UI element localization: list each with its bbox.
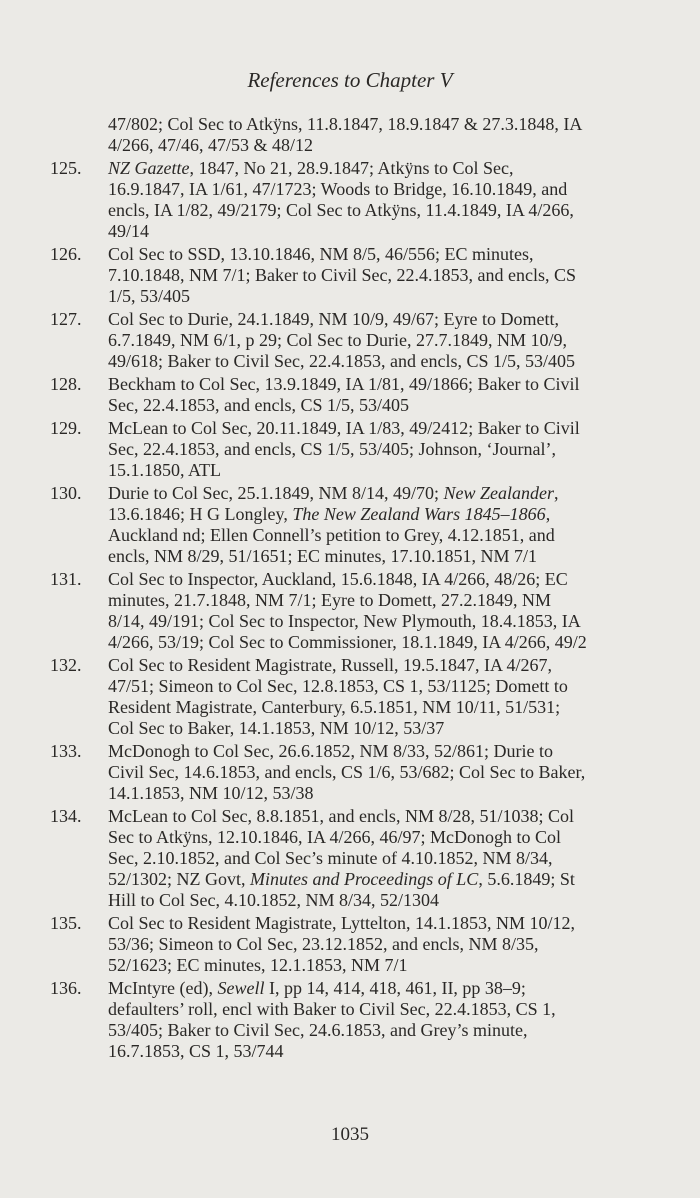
reference-entry — [50, 978, 590, 1062]
text-segment: Col Sec to Inspector, Auckland, 15.6.1848, IA 4/266, 48/26; EC minutes, 21.7.1848, NM 7/1; Eyre to Domett, 27.2.1849, NM 8/14, 49/191; Col Sec to Inspector, New Plymouth, 18.4.1853, IA 4/266, 53/19; Col Sec to Commissioner, 18.1.1849, IA 4/266, 49/2 — [108, 569, 587, 652]
reference-text — [108, 374, 590, 416]
reference-text — [108, 114, 590, 156]
reference-number: 132. — [50, 655, 82, 675]
text-segment: Col Sec to Durie, 24.1.1849, NM 10/9, 49/67; Eyre to Domett, 6.7.1849, NM 6/1, p 29; Col Sec to Durie, 27.7.1849, NM 10/9, 49/618; Baker to Civil Sec, 22.4.1853, and encls, CS 1/5, 53/405 — [108, 309, 575, 371]
reference-text — [108, 483, 590, 567]
text-segment: , 5.6.1849; St Hill to Col Sec, 4.10.1852, NM 8/34, 52/1304 — [108, 869, 575, 910]
reference-entry — [50, 806, 590, 911]
text-segment: , 13.6.1846; H G Longley, — [108, 483, 559, 524]
reference-text — [108, 309, 590, 372]
reference-text — [108, 418, 590, 481]
reference-text — [108, 655, 590, 739]
text-segment: Durie to Col Sec, 25.1.1849, NM 8/14, 49/70; — [108, 483, 444, 503]
reference-text — [108, 741, 590, 804]
italic-title: The New Zealand Wars 1845–1866 — [292, 504, 546, 524]
italic-title: Sewell — [217, 978, 265, 998]
text-segment: I, pp 14, 414, 418, 461, II, pp 38–9; defaulters’ roll, encl with Baker to Civil Sec, 22.4.1853, CS 1, 53/405; Baker to Civil Sec, 24.6.1853, and Grey’s minute, 16.7.1853, CS 1, 53/744 — [108, 978, 556, 1061]
reference-entry — [50, 158, 590, 242]
italic-title: NZ Gazette — [108, 158, 190, 178]
text-segment: Col Sec to Resident Magistrate, Russell, 19.5.1847, IA 4/267, 47/51; Simeon to Col Sec, 12.8.1853, CS 1, 53/1125; Domett to Resident Magistrate, Canterbury, 6.5.1851, NM 10/11, 51/531; Col Sec to Baker, 14.1.1853, NM 10/12, 53/37 — [108, 655, 568, 738]
text-segment: Col Sec to SSD, 13.10.1846, NM 8/5, 46/556; EC minutes, 7.10.1848, NM 7/1; Baker to Civil Sec, 22.4.1853, and encls, CS 1/5, 53/405 — [108, 244, 576, 306]
reference-text — [108, 806, 590, 911]
reference-number: 136. — [50, 978, 82, 998]
reference-number: 135. — [50, 913, 82, 933]
reference-text — [108, 244, 590, 307]
reference-entry — [50, 114, 590, 156]
reference-entry — [50, 483, 590, 567]
reference-number: 125. — [50, 158, 82, 178]
text-segment: , Auckland nd; Ellen Connell’s petition to Grey, 4.12.1851, and encls, NM 8/29, 51/1651; EC minutes, 17.10.1851, NM 7/1 — [108, 504, 555, 566]
reference-entry — [50, 309, 590, 372]
text-segment: McLean to Col Sec, 8.8.1851, and encls, NM 8/28, 51/1038; Col Sec to Atkÿns, 12.10.1846, IA 4/266, 46/97; McDonogh to Col Sec, 2.10.1852, and Col Sec’s minute of 4.10.1852, NM 8/34, 52/1302; NZ Govt, — [108, 806, 574, 889]
reference-entry — [50, 374, 590, 416]
reference-entry — [50, 741, 590, 804]
text-segment: McIntyre (ed), — [108, 978, 218, 998]
reference-number: 127. — [50, 309, 82, 329]
running-header: References to Chapter V — [247, 68, 453, 92]
references-list — [50, 114, 590, 1064]
text-segment: 47/802; Col Sec to Atkÿns, 11.8.1847, 18.9.1847 & 27.3.1848, IA 4/266, 47/46, 47/53 & 48/12 — [108, 114, 582, 155]
reference-number: 130. — [50, 483, 82, 503]
reference-entry — [50, 913, 590, 976]
text-segment: , 1847, No 21, 28.9.1847; Atkÿns to Col Sec, 16.9.1847, IA 1/61, 47/1723; Woods to Bridge, 16.10.1849, and encls, IA 1/82, 49/2179; Col Sec to Atkÿns, 11.4.1849, IA 4/266, 49/14 — [108, 158, 574, 241]
reference-number: 133. — [50, 741, 82, 761]
text-segment: McLean to Col Sec, 20.11.1849, IA 1/83, 49/2412; Baker to Civil Sec, 22.4.1853, and encls, CS 1/5, 53/405; Johnson, ‘Journal’, 15.1.1850, ATL — [108, 418, 580, 480]
reference-entry — [50, 655, 590, 739]
reference-number: 134. — [50, 806, 82, 826]
italic-title: Minutes and Proceedings of LC — [250, 869, 479, 889]
reference-number: 128. — [50, 374, 82, 394]
reference-number: 129. — [50, 418, 82, 438]
reference-text — [108, 978, 590, 1062]
reference-text — [108, 913, 590, 976]
reference-entry — [50, 418, 590, 481]
reference-text — [108, 569, 590, 653]
reference-entry — [50, 569, 590, 653]
italic-title: New Zealander — [443, 483, 554, 503]
reference-text — [108, 158, 590, 242]
text-segment: McDonogh to Col Sec, 26.6.1852, NM 8/33, 52/861; Durie to Civil Sec, 14.6.1853, and encls, CS 1/6, 53/682; Col Sec to Baker, 14.1.1853, NM 10/12, 53/38 — [108, 741, 586, 803]
reference-number: 126. — [50, 244, 82, 264]
text-segment: Col Sec to Resident Magistrate, Lyttelton, 14.1.1853, NM 10/12, 53/36; Simeon to Col Sec, 23.12.1852, and encls, NM 8/35, 52/1623; EC minutes, 12.1.1853, NM 7/1 — [108, 913, 575, 975]
page-number: 1035 — [331, 1124, 369, 1145]
reference-entry — [50, 244, 590, 307]
reference-number: 131. — [50, 569, 82, 589]
text-segment: Beckham to Col Sec, 13.9.1849, IA 1/81, 49/1866; Baker to Civil Sec, 22.4.1853, and encls, CS 1/5, 53/405 — [108, 374, 580, 415]
